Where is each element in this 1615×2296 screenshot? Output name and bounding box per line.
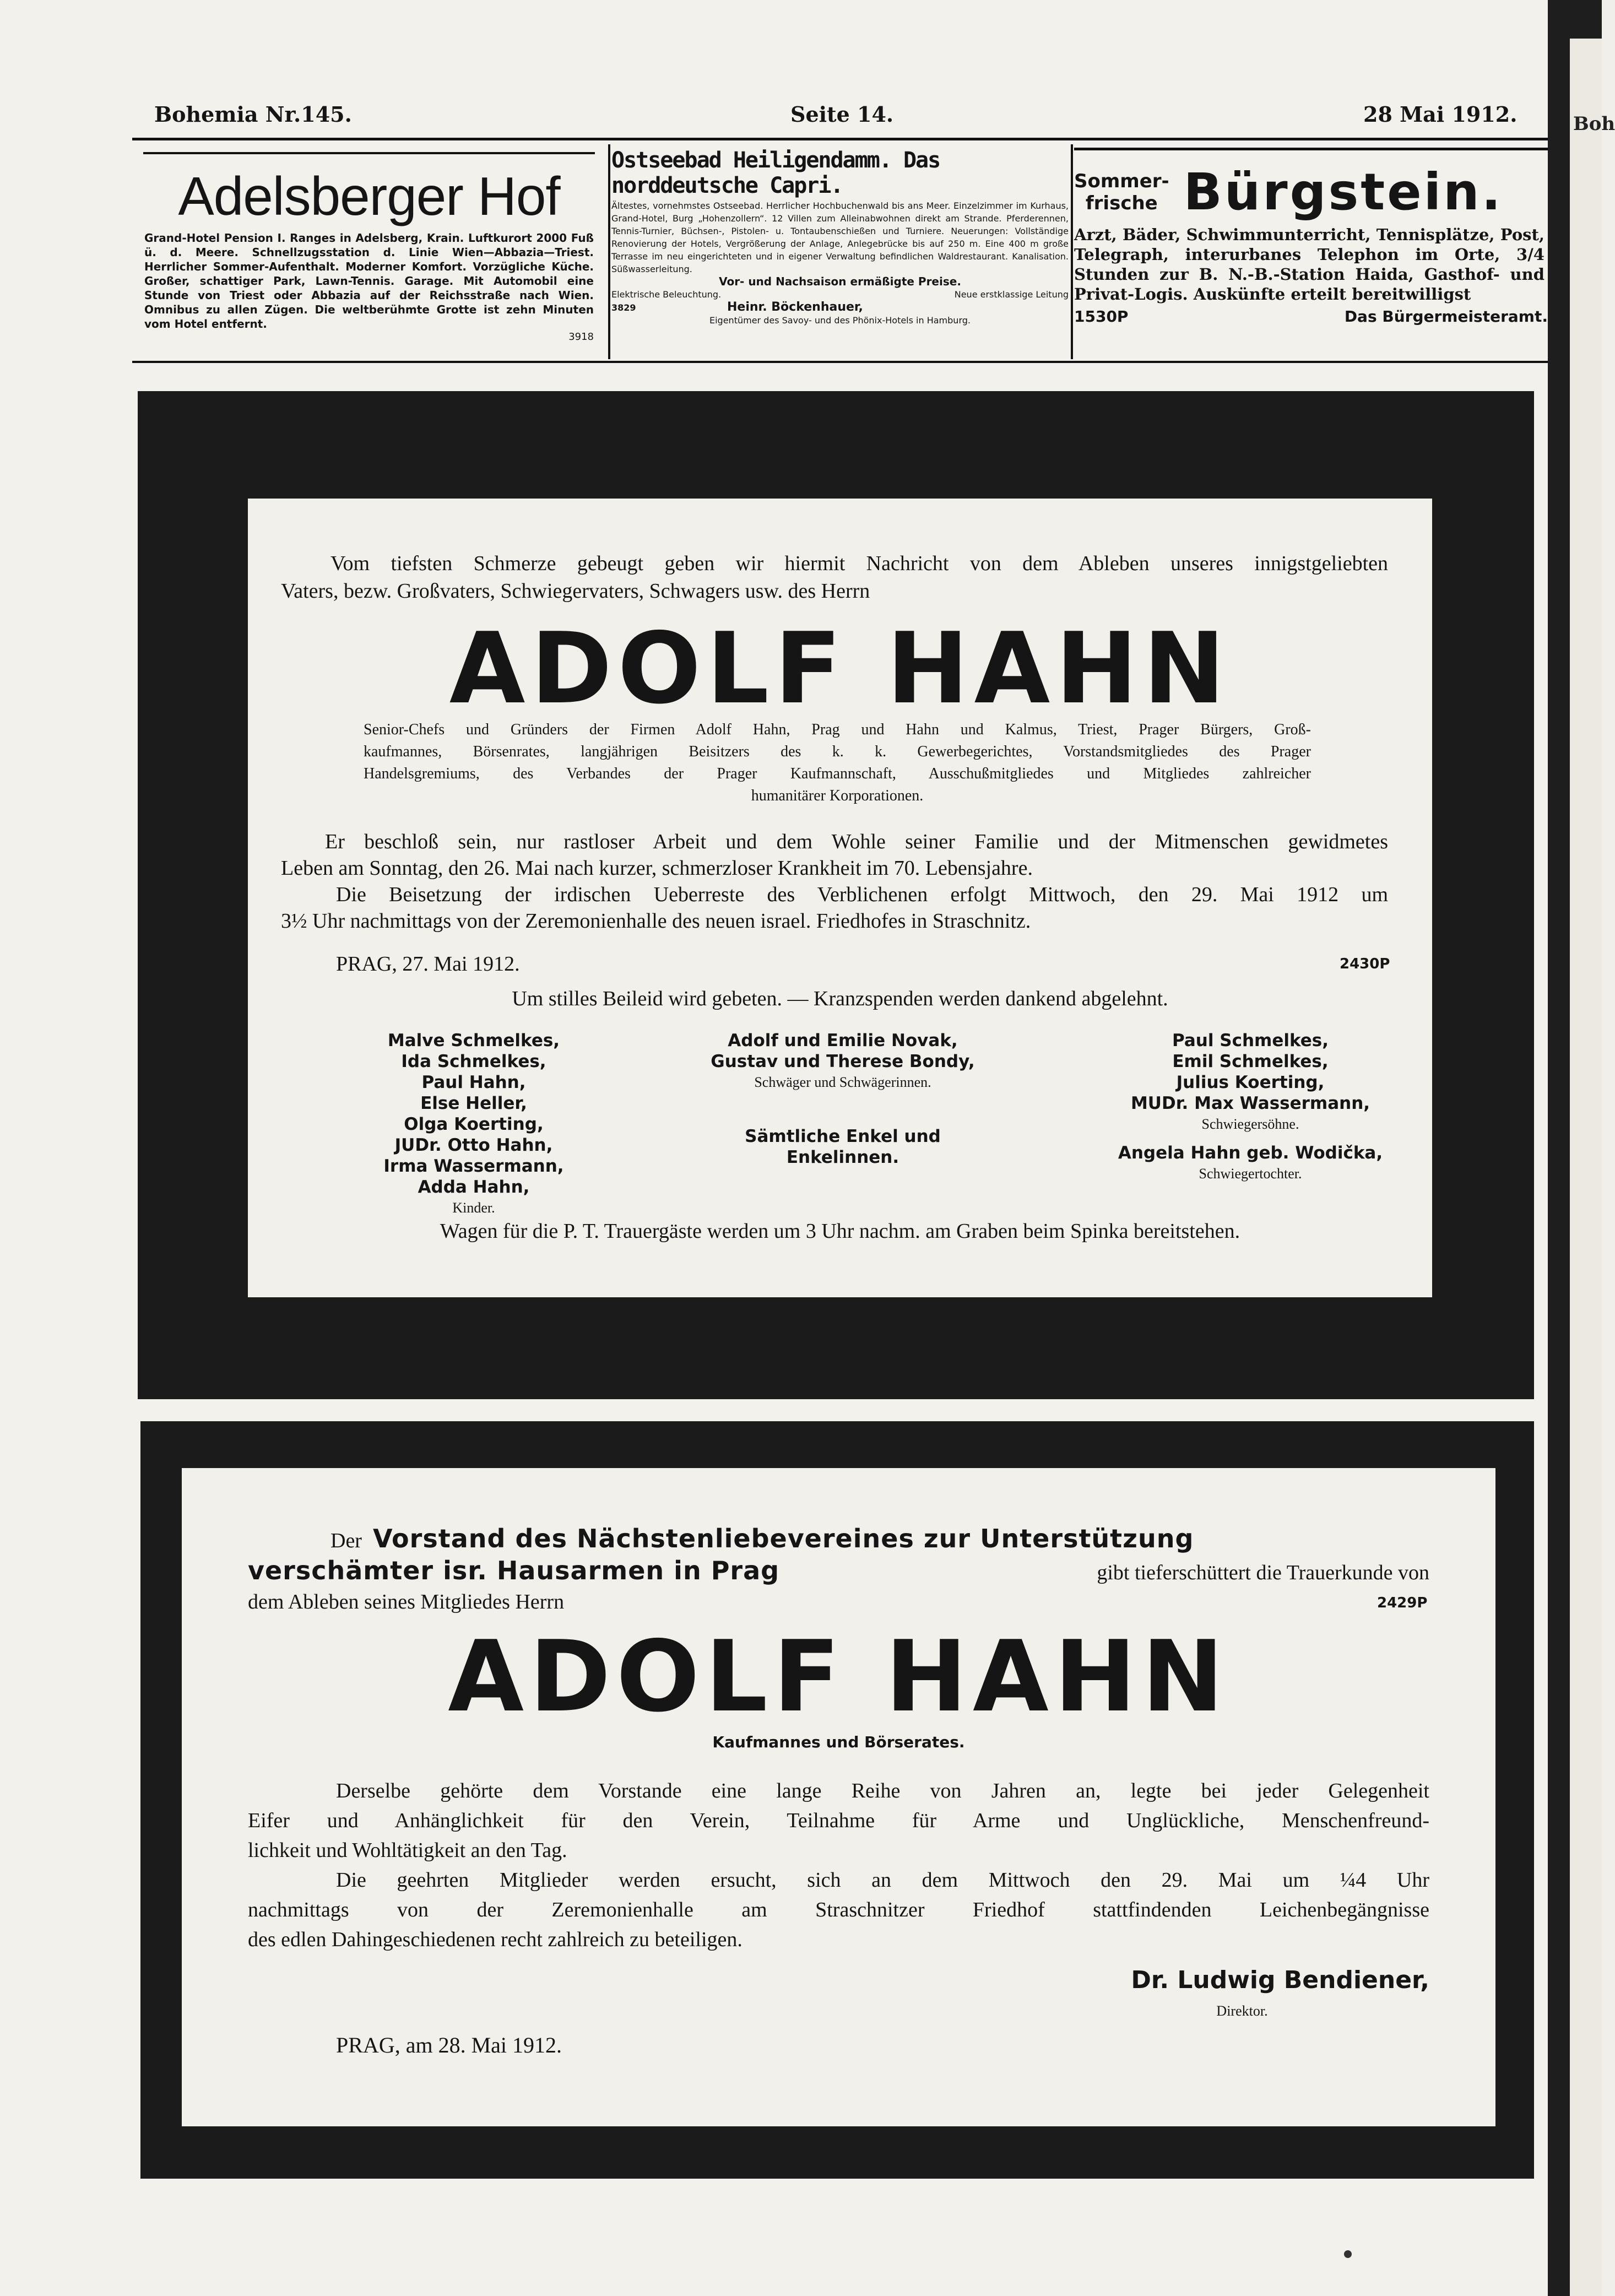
ad-heiligendamm <box>611 144 1069 359</box>
ad-ref: 3829 <box>611 302 636 313</box>
mourners-group-label: Kinder. <box>452 1200 495 1216</box>
obituary2-line1-a: Der <box>330 1529 362 1552</box>
obituary1-condolence: Um stilles Beileid wird gebeten. — Kranzspenden werden dankend abgelehnt. <box>512 987 1168 1010</box>
obituary2-association-cont: verschämter isr. Hausarmen in Prag <box>248 1556 780 1585</box>
ad-owner-note: Eigentümer des Savoy- und des Phönix-Hotels in Hamburg. <box>709 315 971 326</box>
obituary1-intro-line2: Vaters, bezw. Großvaters, Schwiegervaters, Schwagers usw. des Herrn <box>281 580 870 603</box>
obituary2-body-line6: des edlen Dahingeschiedenen recht zahlreich zu beteiligen. <box>248 1928 743 1951</box>
mourner-name: JUDr. Otto Hahn, <box>394 1135 553 1155</box>
obituary1-deceased-name: ADOLF HAHN <box>449 611 1231 725</box>
mourner-name: Irma Wassermann, <box>383 1156 564 1176</box>
mourner-name: Else Heller, <box>420 1093 527 1113</box>
ad-electric-right: Neue erstklassige Leitung <box>954 289 1069 300</box>
obituary1-titles-line3: Handelsgremiums, des Verbandes der Prager Kaufmannschaft, Ausschußmitgliedes und Mitgliedes zahlreicher <box>364 765 1311 782</box>
obituary2-line2 <box>248 1558 1429 1585</box>
obituary2-body-line4: Die geehrten Mitglieder werden ersucht, sich an dem Mittwoch den 29. Mai um ¼4 Uhr <box>336 1869 1429 1892</box>
column-divider <box>608 144 610 359</box>
mourner-name: MUDr. Max Wassermann, <box>1130 1093 1370 1113</box>
obituary1-body-line2: Leben am Sonntag, den 26. Mai nach kurzer, schmerzloser Krankheit im 70. Lebensjahre. <box>281 857 1033 880</box>
obituary2-association: Vorstand des Nächstenliebevereines zur Unterstützung <box>372 1524 1194 1553</box>
column-divider <box>1071 144 1073 359</box>
obituary2-subtitle: Kaufmannes und Börserates. <box>712 1733 965 1751</box>
obituary2-ref: 2429P <box>1377 1595 1428 1611</box>
obituary1-intro-line1: Vom tiefsten Schmerze gebeugt geben wir hiermit Nachricht von dem Ableben unseres innigstgeliebten <box>330 552 1388 575</box>
mourner-name: Olga Koerting, <box>404 1114 544 1134</box>
mourners-group-label: Schwiegersöhne. <box>1201 1116 1299 1132</box>
obituary2-place-date: PRAG, am 28. Mai 1912. <box>336 2033 562 2057</box>
ad-electric: Elektrische Beleuchtung. <box>611 289 722 300</box>
obituary2-deceased-name: ADOLF HAHN <box>448 1620 1229 1734</box>
obituary1-titles-line4: humanitärer Korporationen. <box>751 787 924 804</box>
obituary2-line1 <box>330 1526 1429 1553</box>
obituary2-signature-role: Direktor. <box>1216 2003 1268 2019</box>
ad-adelsberger-hof <box>132 144 606 359</box>
obituary1-ref: 2430P <box>1340 956 1390 972</box>
mourner-name: Adda Hahn, <box>418 1177 530 1197</box>
obituary2-signature: Dr. Ludwig Bendiener, <box>1131 1966 1429 1994</box>
obituary2-body-line3: lichkeit und Wohltätigkeit an den Tag. <box>248 1839 567 1862</box>
obituary1-titles-line1: Senior-Chefs und Gründers der Firmen Adolf Hahn, Prag und Hahn und Kalmus, Triest, Prager Bürgers, Groß- <box>364 721 1311 738</box>
mourner-name: Enkelinnen. <box>786 1147 899 1167</box>
header-page: Seite 14. <box>790 102 894 127</box>
header-date: 28 Mai 1912. <box>1363 102 1518 127</box>
mourner-name: Gustav und Therese Bondy, <box>711 1052 975 1071</box>
mourner-name: Ida Schmelkes, <box>401 1052 546 1071</box>
mourner-name: Paul Hahn, <box>421 1073 526 1092</box>
ad-top-rule <box>143 152 595 154</box>
obituary1-body-line4: 3½ Uhr nachmittags von der Zeremonienhalle des neuen israel. Friedhofes in Straschnitz. <box>281 909 1031 933</box>
ad-ref: 1530P <box>1074 307 1129 326</box>
ad-center-line: Vor- und Nachsaison ermäßigte Preise. <box>719 275 961 288</box>
ad-owner: Heinr. Böckenhauer, <box>727 300 863 314</box>
ad-label: Sommer- frische <box>1074 170 1169 214</box>
adjacent-page-strip <box>1570 39 1602 2296</box>
mourner-name: Julius Koerting, <box>1176 1073 1325 1092</box>
ad-body: Grand-Hotel Pension I. Ranges in Adelsberg, Krain. Luftkurort 2000 Fuß ü. d. Meere. Schnellzugsstation d. Linie Wien—Abbazia—Triest. Herrlicher Sommer-Aufenthalt. Moderner Komfort. Vorzügliche Küche. Großer, schattiger Park, Lawn-Tennis. Garage. Mit Automobil eine Stunde von Triest oder Abbazia auf der Reichsstraße nach Wien. Omnibus zu allen Zügen. Die weltberühmte Grotte ist zehn Minuten vom Hotel entfernt. <box>144 231 594 331</box>
ad-signature: Das Bürgermeisteramt. <box>1344 307 1548 326</box>
mourners-group-label: Schwiegertochter. <box>1199 1166 1302 1182</box>
mourner-name: Emil Schmelkes, <box>1172 1052 1329 1071</box>
ads-bottom-rule <box>132 361 1548 363</box>
ad-top-rule <box>1074 148 1548 150</box>
mourner-name: Paul Schmelkes, <box>1172 1031 1329 1050</box>
obituary2-line2-b: gibt tieferschüttert die Trauerkunde von <box>1097 1561 1429 1584</box>
ad-title: Ostseebad Heiligendamm. Das norddeutsche Capri. <box>611 148 940 198</box>
mourners-inlaws <box>650 1030 1036 1168</box>
print-speck <box>1344 2250 1352 2258</box>
obituary1-place-date: PRAG, 27. Mai 1912. <box>336 952 520 976</box>
ad-body: Ältestes, vornehmstes Ostseebad. Herrlicher Hochbuchenwald bis ans Meer. Einzelzimmer im Kurhaus, Grand-Hotel, Burg „Hohenzollern“. 12 Villen zum Alleinabwohnen direkt am Strande. Pferderennen, Tennis-Turnier, Büchsen-, Pistolen- u. Tontaubenschießen und Turniere. Neuerungen: Vollständige Renovierung der Hotels, Vergrößerung der Anlage, Anlegebrücke bis auf 250 m. Eine 400 m große Terrasse im neu eingerichteten und in eigener Verwaltung befindlichen Waldrestaurant. Kanalisation. Süßwasserleitung. <box>611 201 1069 274</box>
obituary1-titles <box>364 719 1311 807</box>
obituary1-carriages: Wagen für die P. T. Trauergäste werden um 3 Uhr nachm. am Graben beim Spinka bereitstehen. <box>440 1220 1240 1243</box>
mourners-group-label: Schwäger und Schwägerinnen. <box>754 1074 931 1090</box>
mourner-name: Angela Hahn geb. Wodička, <box>1118 1143 1383 1163</box>
header-rule <box>132 138 1548 140</box>
obituary2-line3: dem Ableben seines Mitgliedes Herrn <box>248 1590 565 1613</box>
obituary1-body-line1: Er beschloß sein, nur rastloser Arbeit und dem Wohle seiner Familie und der Mitmenschen gewidmetes <box>325 830 1388 853</box>
ad-title: Bürgstein. <box>1183 163 1503 221</box>
ad-title: Adelsberger Hof <box>178 166 560 226</box>
obituary1-body-line3: Die Beisetzung der irdischen Ueberreste des Verblichenen erfolgt Mittwoch, den 29. Mai 1912 um <box>336 883 1388 906</box>
mourner-name: Adolf und Emilie Novak, <box>728 1031 958 1050</box>
mourners-sons-in-law <box>1063 1030 1438 1184</box>
mourners-children <box>319 1030 628 1219</box>
ad-body: Arzt, Bäder, Schwimmunterricht, Tennisplätze, Post, Telegraph, interurbanes Telephon im Orte, 3/4 Stunden zur B. N.-B.-Station Haida, Gasthof- und Privat-Logis. Auskünfte erteilt bereitwilligst <box>1074 225 1544 304</box>
mourner-name: Sämtliche Enkel und <box>745 1127 941 1146</box>
ad-ref: 3918 <box>568 331 594 343</box>
obituary1-titles-line2: kaufmannes, Börsenrates, langjährigen Beisitzers des k. k. Gewerbegerichtes, Vorstandsmitgliedes des Prager <box>364 743 1311 760</box>
obituary2-body-line5: nachmittags von der Zeremonienhalle am Straschnitzer Friedhof stattfindenden Leichenbegängnisse <box>248 1898 1429 1921</box>
obituary2-body-line2: Eifer und Anhänglichkeit für den Verein, Teilnahme für Arme und Unglückliche, Menschenfreund- <box>248 1809 1429 1832</box>
mourner-name: Malve Schmelkes, <box>387 1031 560 1050</box>
adjacent-page-header: Boh <box>1573 113 1615 135</box>
header-issue: Bohemia Nr.145. <box>154 102 352 127</box>
ad-buergstein <box>1074 144 1548 359</box>
obituary2-body-line1: Derselbe gehörte dem Vorstande eine lange Reihe von Jahren an, legte bei jeder Gelegenheit <box>336 1779 1429 1802</box>
